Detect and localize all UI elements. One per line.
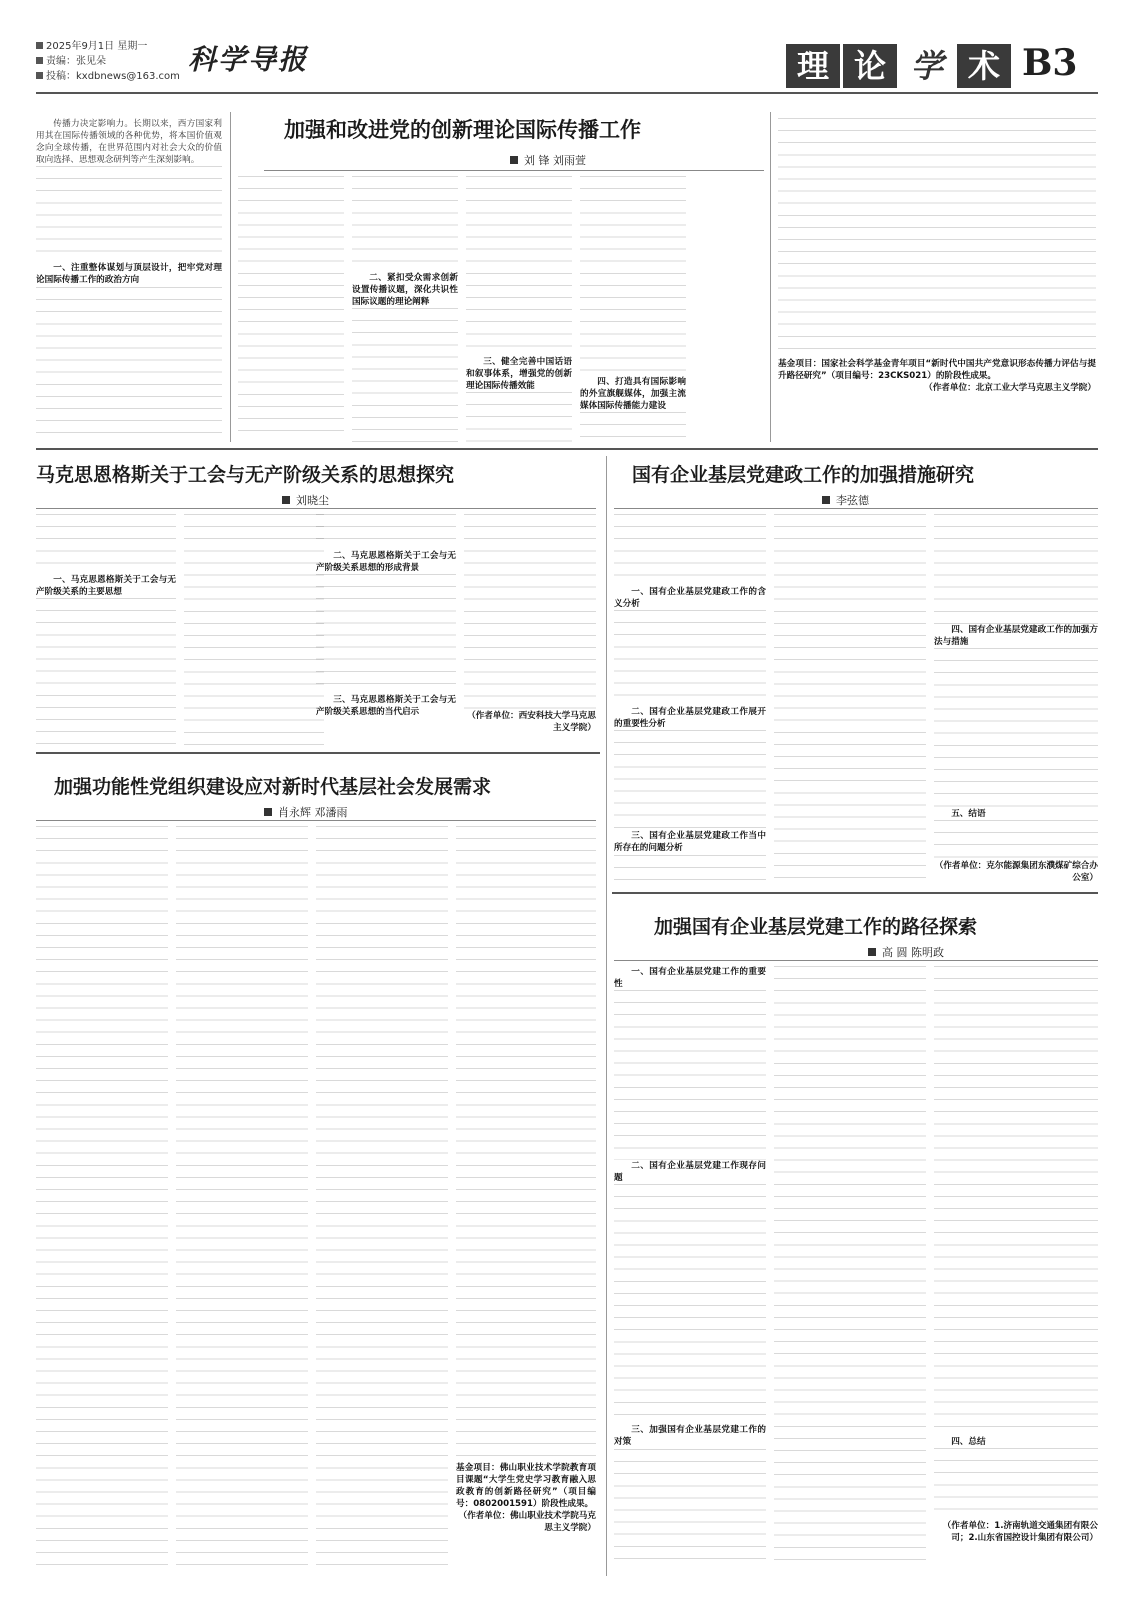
contact-email: 投稿：kxdbnews@163.com <box>36 70 180 84</box>
divider <box>770 112 771 442</box>
article-2-col-1: 一、马克思恩格斯关于工会与无产阶级关系的主要思想 <box>36 514 176 748</box>
section-rule <box>36 752 600 754</box>
article-4-col-2 <box>176 826 308 1566</box>
article-5-author: 高 圆 陈明政 <box>868 944 944 960</box>
article-1-author: 刘 锋 刘雨萱 <box>510 152 586 168</box>
section-char-4: 术 <box>957 44 1011 88</box>
section-rule <box>36 448 1098 450</box>
article-1-col-6: 基金项目：国家社会科学基金青年项目“新时代中国共产党意识形态传播力评估与提升路径研究”（项目编号：23CKS021）的阶段性成果。 （作者单位：北京工业大学马克思主义学院） <box>778 118 1096 444</box>
article-5-author-rule <box>614 960 1098 961</box>
article-4-title: 加强功能性党组织建设应对新时代基层社会发展需求 <box>54 776 492 798</box>
article-3-col-2 <box>774 514 926 888</box>
section-char-3: 学 <box>900 44 954 88</box>
article-1-col-4: 三、健全完善中国话语和叙事体系，增强党的创新理论国际传播效能 <box>466 176 572 442</box>
article-2-col-2 <box>184 514 324 748</box>
section-rule <box>612 892 1098 894</box>
article-4-col-4: 基金项目：佛山职业技术学院教育项目课题“大学生党史学习教育融入思政教育的创新路径研究”（项目编号：0802001591）阶段性成果。 （作者单位：佛山职业技术学院马克思主义学院） <box>456 826 596 1566</box>
page-number: B3 <box>1022 42 1078 84</box>
section-char-2: 论 <box>843 44 897 88</box>
header-rule <box>36 92 1098 94</box>
article-2-col-3: 二、马克思恩格斯关于工会与无产阶级关系思想的形成背景 三、马克思恩格斯关于工会与无产阶级关系思想的当代启示 <box>316 514 456 748</box>
article-3-author-rule <box>614 508 1098 509</box>
article-5-col-2 <box>774 966 926 1566</box>
article-3-title: 国有企业基层党建政工作的加强措施研究 <box>632 464 975 486</box>
article-1-author-rule <box>264 170 764 171</box>
article-5-title: 加强国有企业基层党建工作的路径探索 <box>654 916 978 938</box>
article-1-col-3: 二、紧扣受众需求创新设置传播议题，深化共识性国际议题的理论阐释 <box>352 176 458 442</box>
divider <box>606 456 607 1576</box>
article-5-col-3: 四、总结 （作者单位：1.济南轨道交通集团有限公司；2.山东省国控设计集团有限公司） <box>934 966 1098 1566</box>
article-3-author: 李弦德 <box>822 492 869 508</box>
section-char-1: 理 <box>786 44 840 88</box>
editor-line: 责编：张见朵 <box>36 55 106 69</box>
article-2-author: 刘晓尘 <box>282 492 329 508</box>
article-1-col-2 <box>238 176 344 442</box>
divider <box>230 112 231 442</box>
article-3-col-1: 一、国有企业基层党建政工作的含义分析 二、国有企业基层党建政工作展开的重要性分析 三、国有企业基层党建政工作当中所存在的问题分析 <box>614 514 766 888</box>
article-1-col-1: 传播力决定影响力。长期以来，西方国家利用其在国际传播领域的各种优势，将本国价值观念向全球传播，在世界范围内对社会大众的价值取向选择、思想观念研判等产生深刻影响。 一、注重整体谋划与顶层设计，把牢党对理论国际传播工作的政治方向 <box>36 118 222 444</box>
article-4-col-3 <box>316 826 448 1566</box>
article-4-author: 肖永辉 邓潘雨 <box>264 804 348 820</box>
article-2-col-4: （作者单位：西安科技大学马克思主义学院） <box>464 514 596 748</box>
article-5-col-1: 一、国有企业基层党建工作的重要性 二、国有企业基层党建工作现存问题 三、加强国有企业基层党建工作的对策 <box>614 966 766 1566</box>
article-1-title: 加强和改进党的创新理论国际传播工作 <box>284 118 641 142</box>
article-4-author-rule <box>36 820 596 821</box>
issue-date: 2025年9月1日 星期一 <box>36 40 147 54</box>
article-2-title: 马克思恩格斯关于工会与无产阶级关系的思想探究 <box>36 464 455 486</box>
article-2-author-rule <box>36 508 596 509</box>
article-4-col-1 <box>36 826 168 1566</box>
masthead-logo: 科学导报 <box>188 43 309 76</box>
article-3-col-3: 四、国有企业基层党建政工作的加强方法与措施 五、结语 （作者单位：克尔能源集团东濮煤矿综合办公室） <box>934 514 1098 888</box>
article-1-col-5: 四、打造具有国际影响的外宣旗舰媒体，加强主流媒体国际传播能力建设 <box>580 176 686 442</box>
